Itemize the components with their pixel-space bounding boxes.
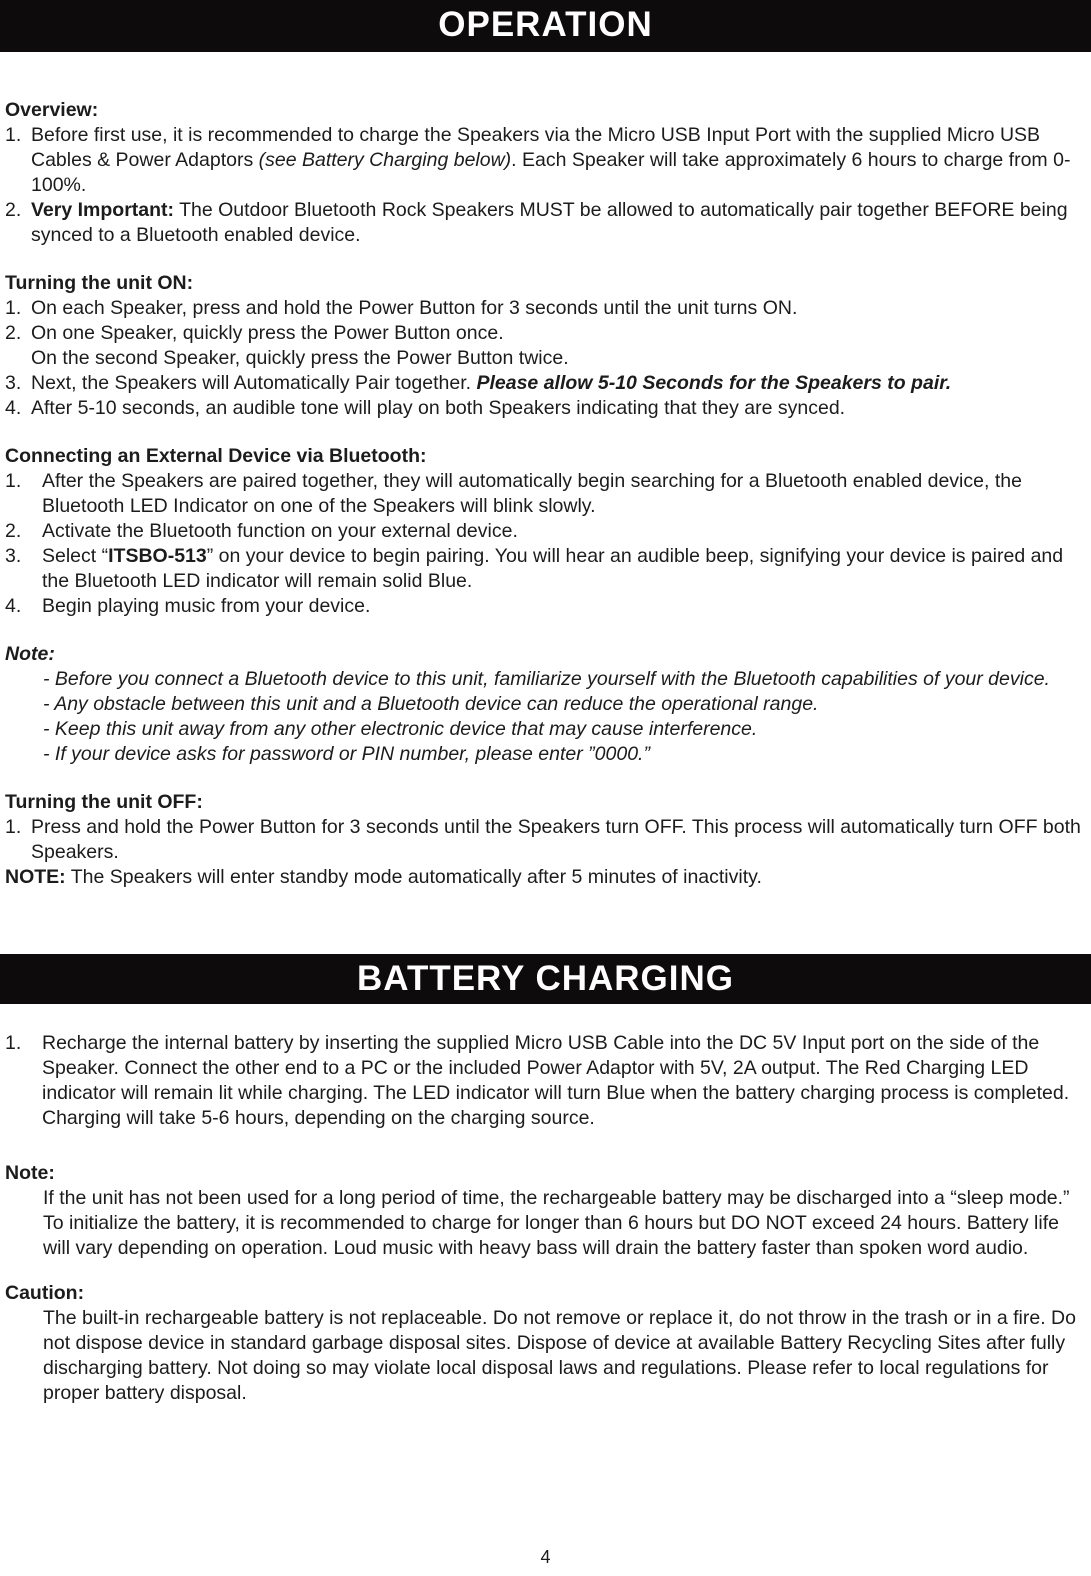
list-item: [5, 198, 1086, 248]
list-number: 1.: [5, 297, 22, 319]
bluetooth-heading: Connecting an External Device via Bluetooth:: [5, 445, 427, 467]
list-text: Press and hold the Power Button for 3 seconds until the Speakers turn OFF. This process will automatically turn OFF both Speakers.: [31, 816, 1081, 863]
battery-note-heading: Note:: [5, 1162, 55, 1184]
list-item: [5, 594, 1086, 619]
list-item: [5, 815, 1086, 865]
device-name: ITSBO-513: [108, 545, 207, 567]
list-text: [42, 544, 1086, 594]
list-item: [5, 1031, 1086, 1131]
list-text: Activate the Bluetooth function on your external device.: [42, 520, 518, 542]
list-number: 3.: [5, 545, 22, 567]
list-item: [5, 321, 1086, 371]
list-text: After 5-10 seconds, an audible tone will play on both Speakers indicating that they are synced.: [31, 397, 846, 419]
battery-header-bar: [0, 954, 1091, 1004]
battery-caution-heading: Caution:: [5, 1282, 85, 1304]
note-heading: Note:: [5, 643, 55, 665]
text-run: The Outdoor Bluetooth Rock Speakers MUST be allowed to automatically pair together BEFORE being synced to a Bluetooth enabled device.: [31, 199, 1068, 246]
text-line: On one Speaker, quickly press the Power Button once.: [31, 322, 504, 344]
turning-off-section: [5, 790, 1086, 890]
list-item: [5, 396, 1086, 421]
list-number: 3.: [5, 372, 22, 394]
list-number: 4.: [5, 397, 22, 419]
operation-note-section: [5, 642, 1086, 767]
turning-off-heading: Turning the unit OFF:: [5, 791, 203, 813]
note-line: - Keep this unit away from any other electronic device that may cause interference.: [43, 718, 758, 740]
list-number: 4.: [5, 595, 22, 617]
bluetooth-section: [5, 444, 1086, 619]
list-number: 2.: [5, 322, 22, 344]
list-number: 1.: [5, 1032, 22, 1054]
list-item: [5, 371, 1086, 396]
list-number: 2.: [5, 199, 22, 221]
page-number: 4: [540, 1547, 551, 1567]
operation-header-bar: [0, 0, 1091, 52]
list-text: [31, 321, 1086, 371]
battery-note-section: [5, 1161, 1086, 1261]
note-label: NOTE:: [5, 866, 66, 888]
text-run: Select “: [42, 545, 109, 567]
standby-note: [5, 865, 1086, 890]
text-line: On the second Speaker, quickly press the Power Button twice.: [31, 347, 569, 369]
list-item: [5, 469, 1086, 519]
list-item: [5, 296, 1086, 321]
battery-title: BATTERY CHARGING: [356, 959, 735, 998]
battery-content: [0, 1004, 1091, 1406]
text-run: ” on your device to begin pairing. You will hear an audible beep, signifying your device is paired and the Bluetooth LED indicator will remain solid Blue.: [42, 545, 1064, 592]
list-text: On each Speaker, press and hold the Power Button for 3 seconds until the unit turns ON.: [31, 297, 798, 319]
battery-caution-text: The built-in rechargeable battery is not replaceable. Do not remove or replace it, do not throw in the trash or in a fire. Do not dispose device in standard garbage disposal sites. Dispose of device at available Battery Recycling Sites after fully discharging battery. Not doing so may violate local disposal laws and regulations. Please refer to local regulations for proper battery disposal.: [43, 1307, 1076, 1404]
list-number: 1.: [5, 124, 22, 146]
text-run: Next, the Speakers will Automatically Pair together.: [31, 372, 477, 394]
list-number: 1.: [5, 470, 22, 492]
text-run: The Speakers will enter standby mode automatically after 5 minutes of inactivity.: [65, 866, 762, 888]
battery-charge-section: [5, 1031, 1086, 1131]
text-run: Before first use, it is recommended to charge the Speakers via the Micro USB Input Port with the supplied Micro USB Cables & Power Adaptors: [31, 124, 1041, 171]
list-item: [5, 544, 1086, 594]
list-item: [5, 123, 1086, 198]
text-run: . Each Speaker will take approximately 6 hours to charge from 0-100%.: [31, 149, 1071, 196]
text-run-bold-italic: Please allow 5-10 Seconds for the Speakers to pair.: [476, 372, 952, 394]
operation-content: [0, 52, 1091, 890]
note-lines: [5, 667, 1086, 767]
text-run-italic: (see Battery Charging below): [258, 149, 512, 171]
list-text: After the Speakers are paired together, they will automatically begin searching for a Bluetooth enabled device, the Bluetooth LED Indicator on one of the Speakers will blink slowly.: [42, 470, 1022, 517]
operation-title: OPERATION: [438, 5, 653, 44]
note-line: - If your device asks for password or PIN number, please enter ”0000.”: [43, 743, 650, 765]
overview-section: [5, 98, 1086, 248]
turning-on-heading: Turning the unit ON:: [5, 272, 194, 294]
list-text: Recharge the internal battery by inserting the supplied Micro USB Cable into the DC 5V Input port on the side of the Speaker. Connect the other end to a PC or the included Power Adaptor with 5V, 2A output. The Red Charging LED indicator will remain lit while charging. The LED indicator will turn Blue when the battery charging process is completed. Charging will take 5-6 hours, depending on the charging source.: [42, 1032, 1070, 1129]
list-text: [31, 198, 1086, 248]
list-text: [31, 123, 1086, 198]
list-text: [31, 371, 1086, 396]
text-run-bold: Very Important:: [31, 199, 175, 221]
list-text: Begin playing music from your device.: [42, 595, 371, 617]
turning-on-section: [5, 271, 1086, 421]
list-number: 1.: [5, 816, 22, 838]
note-line: - Any obstacle between this unit and a Bluetooth device can reduce the operational range.: [43, 693, 819, 715]
battery-note-text: If the unit has not been used for a long period of time, the rechargeable battery may be discharged into a “sleep mode.” To initialize the battery, it is recommended to charge for longer than 6 hours but DO NOT exceed 24 hours. Battery life will vary depending on operation. Loud music with heavy bass will drain the battery faster than spoken word audio.: [43, 1187, 1070, 1259]
list-item: [5, 519, 1086, 544]
battery-caution-section: [5, 1281, 1086, 1406]
overview-heading: Overview:: [5, 99, 99, 121]
list-number: 2.: [5, 520, 22, 542]
note-line: - Before you connect a Bluetooth device to this unit, familiarize yourself with the Bluetooth capabilities of your device.: [43, 668, 1050, 690]
